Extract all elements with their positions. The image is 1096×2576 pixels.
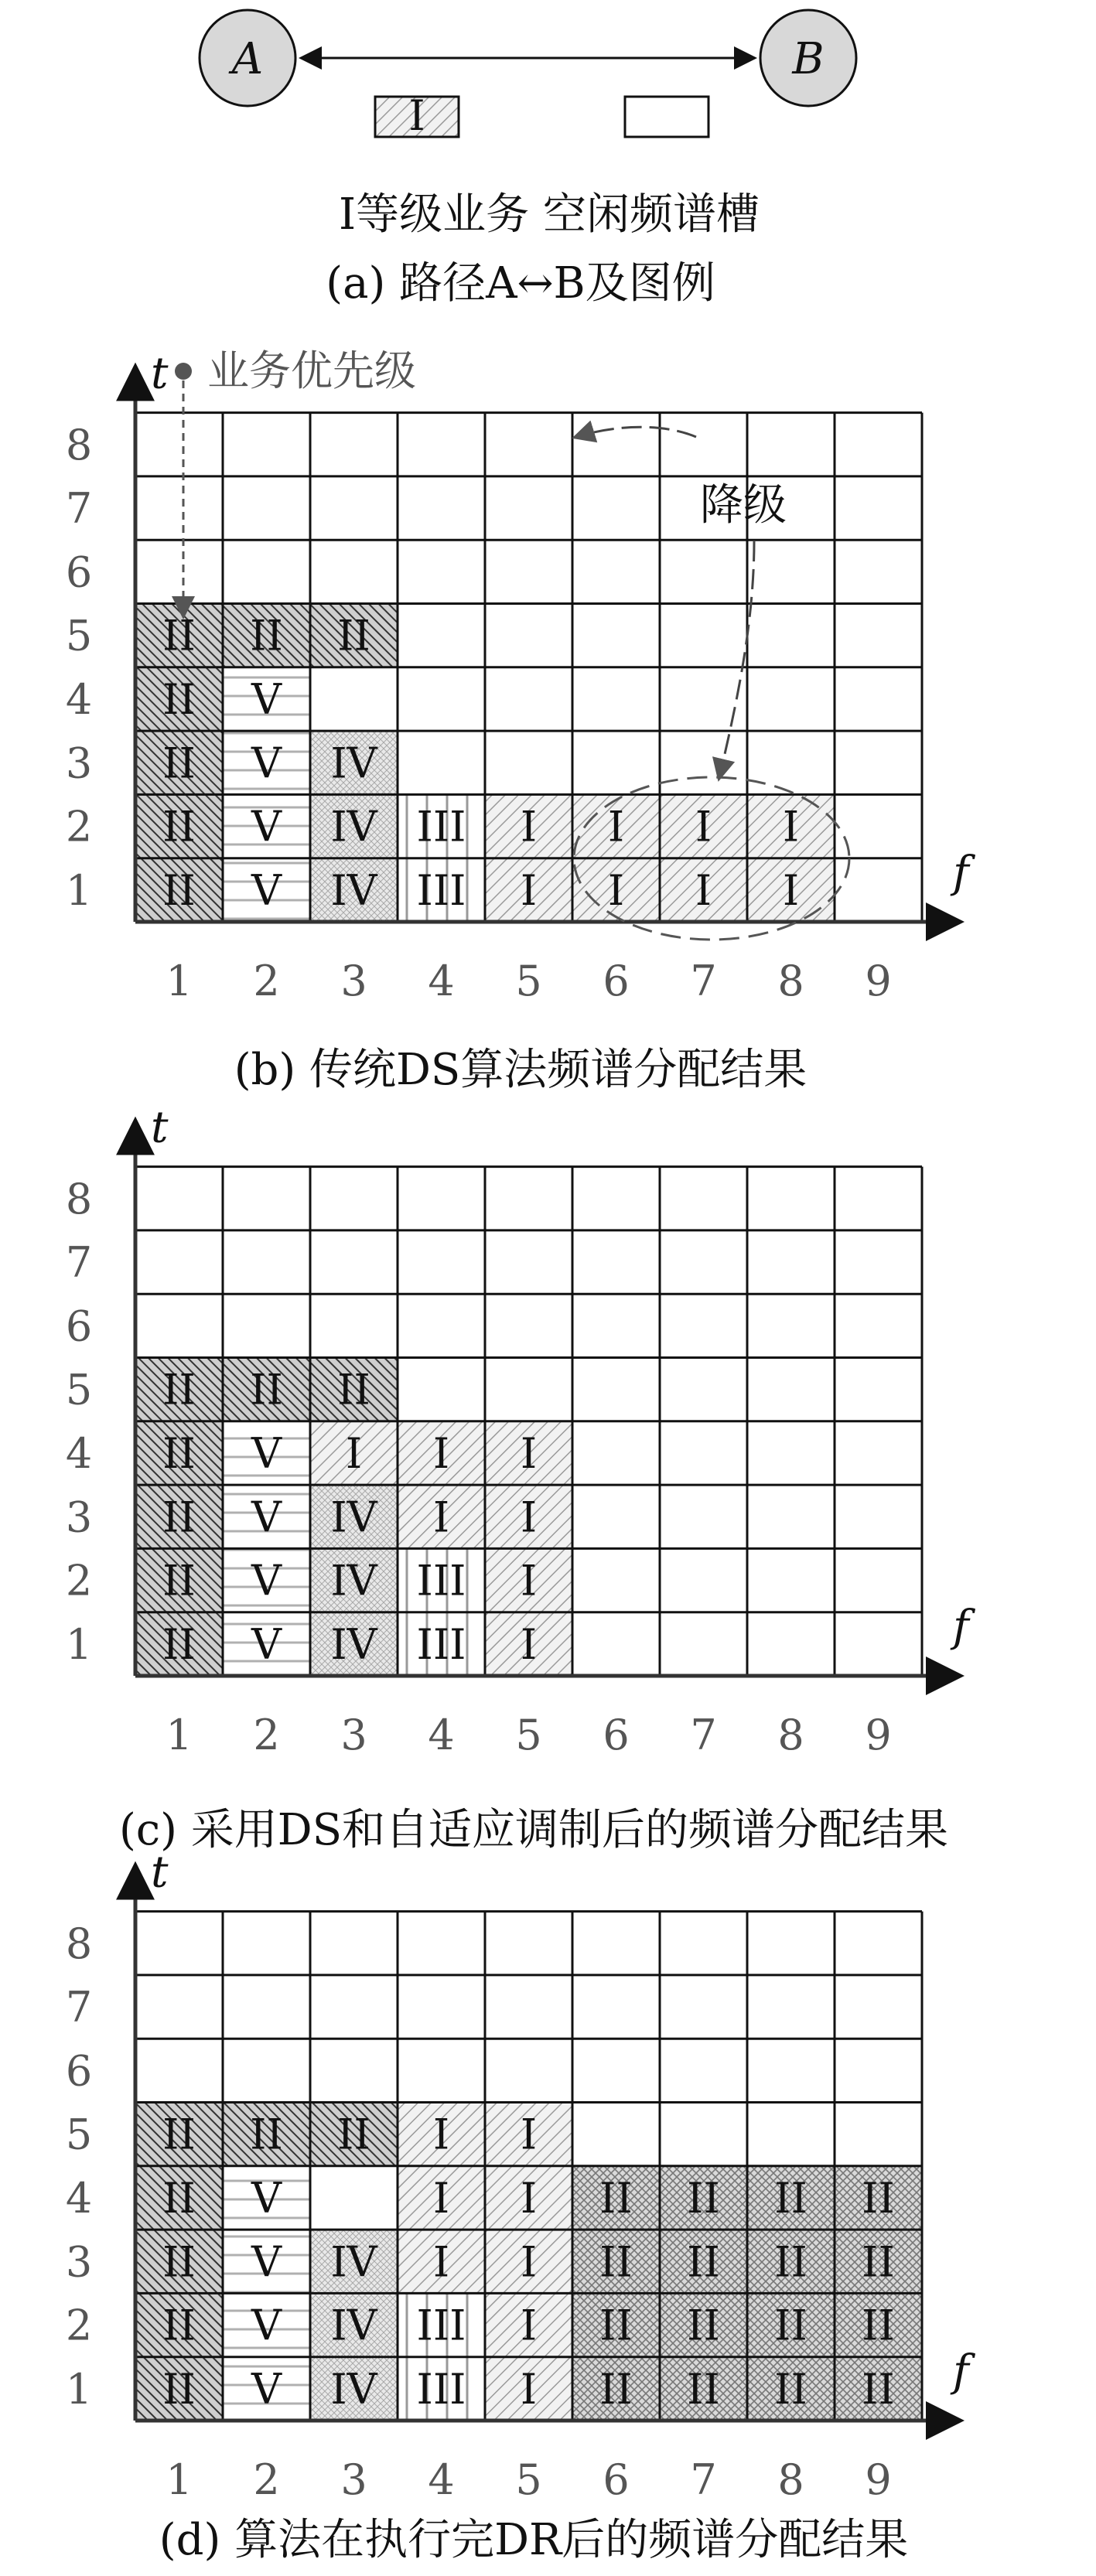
panel-b: [66, 349, 976, 1005]
panel-d-cell-label: IV: [330, 2364, 377, 2414]
panel-b-cell-label: III: [416, 802, 466, 851]
panel-b-f-tick: 8: [777, 957, 804, 1005]
panel-b-cell-label: V: [251, 739, 282, 788]
panel-b-t-tick: 6: [65, 548, 93, 597]
caption-d: (d) 算法在执行完DR后的频谱分配结果: [159, 2515, 909, 2565]
panel-c-f-tick: 7: [690, 1711, 717, 1759]
panel-c-t-tick: 3: [65, 1493, 93, 1542]
panel-d-cell-label: V: [251, 2364, 282, 2414]
panel-b-cell-label: II: [337, 611, 370, 660]
panel-b-cell-label: I: [607, 802, 625, 851]
panel-c-cell-label: IV: [330, 1619, 377, 1669]
panel-d-t-tick: 7: [65, 1983, 93, 2032]
panel-b-f-tick: 9: [865, 957, 892, 1005]
panel-c-cell-label: III: [416, 1619, 466, 1669]
legend-swatch-level-1-label: I: [408, 91, 425, 140]
panel-d-cell-label: III: [416, 2301, 466, 2350]
panel-d-t-label: t: [151, 1847, 169, 1898]
panel-c-cell-label: III: [416, 1556, 466, 1605]
panel-b-cell-label: V: [251, 865, 282, 915]
panel-d-f-tick: 9: [865, 2455, 892, 2504]
panel-d-cell-label: II: [862, 2364, 895, 2414]
legend-section: [200, 10, 856, 309]
panel-b-cell-label: IV: [330, 802, 377, 851]
panel-c-t-tick: 6: [65, 1302, 93, 1351]
panel-b-t-tick: 4: [65, 674, 93, 724]
panel-c-cell-label: II: [162, 1428, 196, 1478]
panel-c-f-tick: 8: [777, 1711, 804, 1759]
panel-d-cell-label: II: [250, 2110, 283, 2159]
downgrade-arrow-top: [576, 427, 696, 437]
panel-d-cell-label: II: [599, 2364, 633, 2414]
panel-d-f-tick: 6: [603, 2455, 630, 2504]
panel-c-cell-label: II: [162, 1619, 196, 1669]
node-a-label: A: [231, 34, 264, 84]
panel-d-cell-label: II: [687, 2301, 720, 2350]
panel-d-cell-label: V: [251, 2173, 282, 2223]
panel-d-cell-label: II: [162, 2364, 196, 2414]
panel-d-cell-label: II: [774, 2173, 807, 2223]
panel-d-cell-label: II: [774, 2237, 807, 2287]
panel-c-cell-label: I: [520, 1619, 538, 1669]
panel-d-f-tick: 5: [515, 2455, 542, 2504]
panel-b-cell-label: IV: [330, 865, 377, 915]
panel-b-f-tick: 1: [166, 957, 193, 1005]
panel-c-f-label: f: [953, 1602, 969, 1652]
panel-c-cell-label: II: [337, 1365, 370, 1414]
panel-d-cell-label: II: [162, 2173, 196, 2223]
panel-b-cell-label: I: [782, 802, 800, 851]
panel-c-cell-label: II: [162, 1365, 196, 1414]
panel-d-cell-label: V: [251, 2237, 282, 2287]
panel-c-f-tick: 3: [340, 1711, 367, 1759]
panel-b-f-label: f: [953, 848, 969, 898]
panel-d-cell-label: II: [862, 2173, 895, 2223]
panel-d-cell-label: II: [862, 2301, 895, 2350]
downgrade-label: 降级: [700, 480, 787, 531]
panel-c-cell-label: II: [250, 1365, 283, 1414]
panel-d-t-tick: 3: [65, 2237, 93, 2287]
panel-d-t-tick: 6: [65, 2046, 93, 2096]
legend-swatch-free-slot: [625, 97, 708, 137]
panel-c-cell-label: I: [520, 1556, 538, 1605]
panel-d-cell-label: II: [599, 2301, 633, 2350]
panel-d-cell-label: IV: [330, 2237, 377, 2287]
panel-d-cell-label: II: [687, 2173, 720, 2223]
panel-c-cell-label: II: [162, 1493, 196, 1542]
panel-c-t-tick: 5: [65, 1365, 93, 1414]
panel-b-cell-label: IV: [330, 739, 377, 788]
panel-d-cell-label: II: [774, 2301, 807, 2350]
panel-d-f-tick: 3: [340, 2455, 367, 2504]
panel-d: [66, 1848, 976, 2504]
panel-b-cell-label: II: [162, 739, 196, 788]
panel-d-t-tick: 5: [65, 2110, 93, 2159]
panel-d-cell-label: II: [687, 2237, 720, 2287]
panel-c-t-tick: 4: [65, 1428, 93, 1478]
panel-d-cell-label: I: [432, 2237, 450, 2287]
panel-c-cell-label: V: [251, 1493, 282, 1542]
panel-d-cell-label: II: [162, 2237, 196, 2287]
panel-d-f-tick: 8: [777, 2455, 804, 2504]
panel-c-cell-label: IV: [330, 1493, 377, 1542]
panel-b-t-label: t: [151, 348, 169, 399]
panel-b-f-tick: 5: [515, 957, 542, 1005]
panel-d-f-tick: 2: [253, 2455, 280, 2504]
caption-b: (b) 传统DS算法频谱分配结果: [234, 1045, 807, 1095]
caption-c: (c) 采用DS和自适应调制后的频谱分配结果: [118, 1805, 949, 1855]
panel-d-t-tick: 1: [65, 2364, 93, 2414]
panel-d-t-tick: 8: [65, 1919, 93, 1968]
panel-c-f-tick: 2: [253, 1711, 280, 1759]
panel-c-f-tick: 5: [515, 1711, 542, 1759]
panel-b-cell-label: V: [251, 674, 282, 724]
panel-d-cell-label: II: [162, 2110, 196, 2159]
panel-c-cell-label: I: [520, 1493, 538, 1542]
panel-b-t-tick: 7: [65, 484, 93, 534]
panel-d-cell-label: II: [862, 2237, 895, 2287]
panel-b-cell-label: I: [695, 865, 712, 915]
panel-c-cell-label: I: [432, 1428, 450, 1478]
panel-d-cell-label: I: [432, 2110, 450, 2159]
panel-d-cell-label: V: [251, 2301, 282, 2350]
panel-c-cell-label: I: [432, 1493, 450, 1542]
panel-b-cell-label: I: [695, 802, 712, 851]
panel-c: [66, 1103, 976, 1759]
panel-b-cell-label: II: [162, 802, 196, 851]
panel-b-f-tick: 7: [690, 957, 717, 1005]
panel-b-cell-label: I: [782, 865, 800, 915]
priority-label: 业务优先级: [207, 346, 416, 395]
panel-d-cell-label: I: [520, 2110, 538, 2159]
panel-d-cell-label: II: [162, 2301, 196, 2350]
panel-b-f-tick: 4: [428, 957, 455, 1005]
legend-text: I等级业务 空闲频谱槽: [339, 189, 760, 240]
panel-c-cell-label: V: [251, 1556, 282, 1605]
panel-d-f-tick: 4: [428, 2455, 455, 2504]
panel-b-f-tick: 6: [603, 957, 630, 1005]
panel-c-t-tick: 7: [65, 1238, 93, 1288]
panel-d-t-tick: 2: [65, 2301, 93, 2350]
panel-c-t-tick: 8: [65, 1174, 93, 1223]
panel-d-cell-label: III: [416, 2364, 466, 2414]
panel-c-cell-label: II: [162, 1556, 196, 1605]
panel-b-cell-label: I: [520, 865, 538, 915]
panel-b-cell-label: I: [520, 802, 538, 851]
panel-b-f-tick: 3: [340, 957, 367, 1005]
panel-b-cell-label: I: [607, 865, 625, 915]
downgrade-arrow-down: [719, 541, 754, 777]
panel-b-f-tick: 2: [253, 957, 280, 1005]
panel-c-cell-label: I: [520, 1428, 538, 1478]
panel-d-f-tick: 7: [690, 2455, 717, 2504]
priority-dot: [175, 363, 192, 380]
panel-d-cell-label: I: [432, 2173, 450, 2223]
panel-c-t-tick: 1: [65, 1619, 93, 1669]
panel-d-t-tick: 4: [65, 2173, 93, 2223]
panel-b-cell-label: II: [162, 865, 196, 915]
panel-d-cell-label: II: [599, 2237, 633, 2287]
panel-d-cell-label: II: [337, 2110, 370, 2159]
panel-b-t-tick: 2: [65, 802, 93, 851]
panel-b-t-tick: 8: [65, 420, 93, 469]
panel-d-cell-label: I: [520, 2237, 538, 2287]
panel-d-cell-label: II: [687, 2364, 720, 2414]
node-b-label: B: [792, 34, 825, 84]
panel-c-f-tick: 9: [865, 1711, 892, 1759]
panel-c-cell-label: IV: [330, 1556, 377, 1605]
panel-b-t-tick: 1: [65, 865, 93, 915]
panel-c-cell-label: V: [251, 1619, 282, 1669]
panel-b-cell-label: II: [250, 611, 283, 660]
panel-c-cell-label: V: [251, 1428, 282, 1478]
panel-d-f-label: f: [953, 2346, 969, 2397]
panel-d-cell-label: I: [520, 2173, 538, 2223]
panel-b-t-tick: 3: [65, 739, 93, 788]
panel-c-t-tick: 2: [65, 1556, 93, 1605]
panel-d-cell-label: II: [774, 2364, 807, 2414]
panel-c-f-tick: 1: [166, 1711, 193, 1759]
panel-d-cell-label: I: [520, 2301, 538, 2350]
panel-c-cell-label: I: [345, 1428, 363, 1478]
panel-c-f-tick: 6: [603, 1711, 630, 1759]
panel-b-cell-label: II: [162, 611, 196, 660]
caption-a: (a) 路径A↔B及图例: [326, 258, 715, 309]
panel-d-f-tick: 1: [166, 2455, 193, 2504]
panel-d-cell-label: IV: [330, 2301, 377, 2350]
panel-b-t-tick: 5: [65, 611, 93, 660]
panel-b-cell-label: V: [251, 802, 282, 851]
panel-c-f-tick: 4: [428, 1711, 455, 1759]
panel-d-cell-label: II: [599, 2173, 633, 2223]
panel-b-cell-label: II: [162, 674, 196, 724]
panel-d-cell-label: I: [520, 2364, 538, 2414]
panel-c-t-label: t: [151, 1102, 169, 1153]
panel-b-cell-label: III: [416, 865, 466, 915]
